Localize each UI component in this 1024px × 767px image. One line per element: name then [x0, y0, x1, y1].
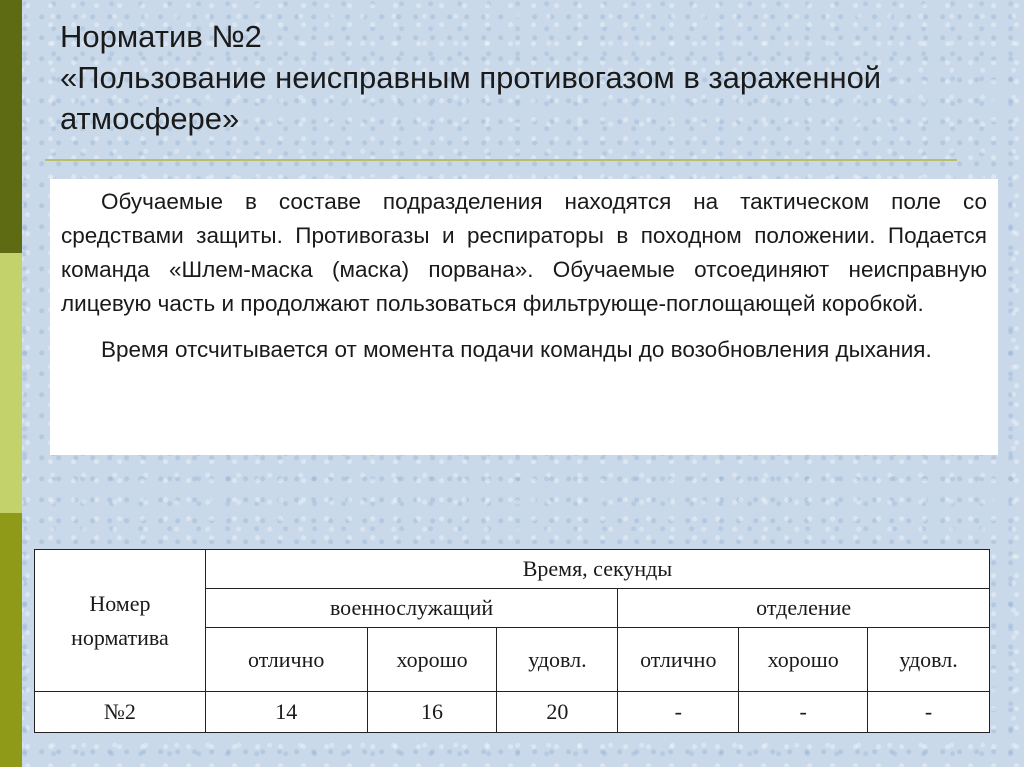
- header-group-unit: отделение: [618, 589, 990, 628]
- header-group-soldier: военнослужащий: [205, 589, 618, 628]
- grade-cell: отлично: [618, 628, 739, 692]
- title-line-1: Норматив №2: [60, 19, 262, 54]
- row-number-cell: №2: [35, 692, 206, 733]
- value-cell: -: [739, 692, 868, 733]
- value-cell: -: [868, 692, 990, 733]
- side-stripe-bottom: [0, 513, 22, 767]
- slide-title: [60, 16, 960, 139]
- side-stripe-middle: [0, 253, 22, 513]
- grade-cell: хорошо: [739, 628, 868, 692]
- grade-cell: удовл.: [868, 628, 990, 692]
- description-paragraph-1: Обучаемые в составе подразделения находятся на тактическом поле со средствами защиты. Противогазы и респираторы в походном положении. Подается команда «Шлем-маска (маска) порвана». Обучаемые отсоединяют неисправную лицевую часть и продолжают пользоваться фильтрующе-поглощающей коробкой.: [61, 189, 987, 316]
- title-line-2: «Пользование неисправным противогазом в зараженной атмосфере»: [60, 60, 882, 136]
- header-time: Время, секунды: [205, 550, 989, 589]
- title-divider: [45, 159, 957, 161]
- grade-cell: удовл.: [497, 628, 618, 692]
- description-paragraph-2: Время отсчитывается от момента подачи команды до возобновления дыхания.: [101, 337, 932, 362]
- header-number-line-1: Номер: [89, 590, 151, 616]
- table-header-row: [35, 550, 990, 589]
- standards-table: [34, 549, 990, 733]
- value-cell: -: [618, 692, 739, 733]
- header-number-cell: [35, 550, 206, 692]
- header-number-line-2: норматива: [71, 624, 169, 650]
- value-cell: 16: [367, 692, 497, 733]
- grade-cell: отлично: [205, 628, 367, 692]
- side-stripe-top: [0, 0, 22, 253]
- grade-cell: хорошо: [367, 628, 497, 692]
- description-box: [50, 179, 998, 455]
- table-row: [35, 692, 990, 733]
- value-cell: 20: [497, 692, 618, 733]
- value-cell: 14: [205, 692, 367, 733]
